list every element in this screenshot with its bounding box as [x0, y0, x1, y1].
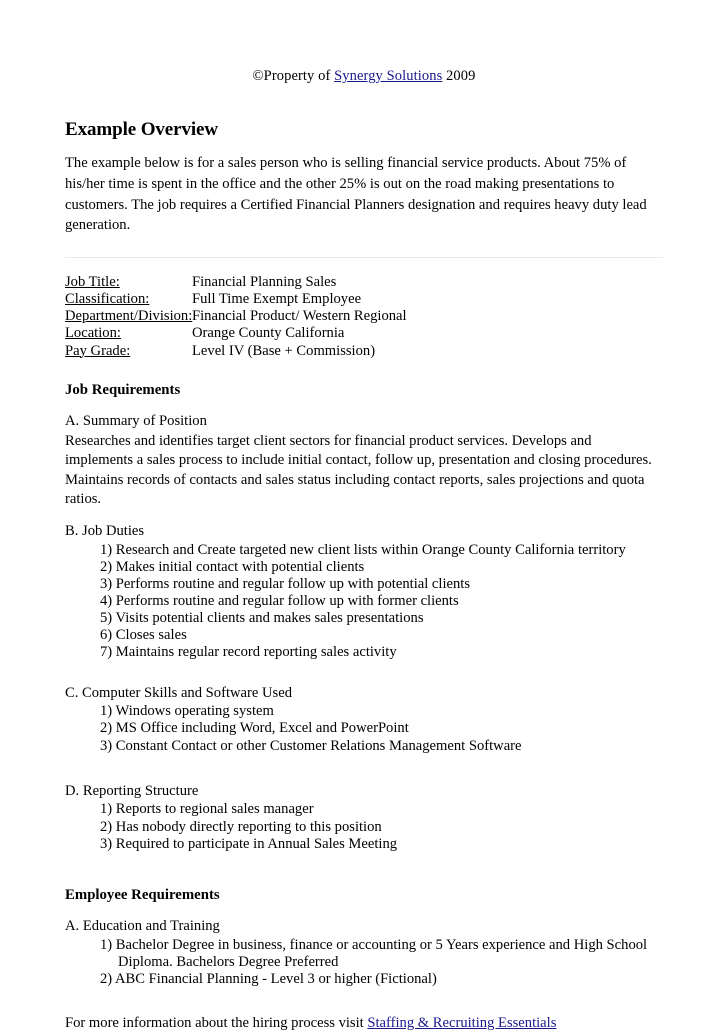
table-row: [65, 343, 663, 360]
field-value-department-division: Financial Product/ Western Regional: [192, 308, 407, 325]
more-information-note: [65, 1013, 663, 1034]
field-label-classification: Classification:: [65, 291, 150, 308]
field-value-location: Orange County California: [192, 325, 345, 342]
subsection-heading-computer-skills: C. Computer Skills and Software Used: [65, 684, 292, 701]
list-item: 1) Research and Create targeted new client lists within Orange County California territory: [100, 541, 626, 558]
subsection-heading-education-and-training: A. Education and Training: [65, 918, 220, 935]
field-label-job-title: Job Title:: [65, 274, 120, 291]
section-divider: [65, 257, 663, 258]
job-requirements-heading: Job Requirements: [65, 381, 181, 398]
list-item: 2) ABC Financial Planning - Level 3 or higher (Fictional): [100, 971, 437, 988]
list-item: 3) Required to participate in Annual Sales Meeting: [100, 835, 398, 852]
list-item: 4) Performs routine and regular follow up with former clients: [100, 593, 459, 609]
field-label-pay-grade: Pay Grade:: [65, 342, 131, 359]
subsection-heading-reporting-structure: D. Reporting Structure: [65, 782, 199, 799]
list-item: 2) Makes initial contact with potential clients: [100, 558, 365, 575]
intro-paragraph: The example below is for a sales person who is selling financial service products. About 75% of his/her time is spent in the office and the other 25% is out on the road making presentations to customers. The job requires a Certified Financial Planners designation and requires heavy duty lead generation.: [65, 155, 647, 234]
field-label-location: Location:: [65, 325, 121, 342]
job-duties-list: [65, 542, 663, 662]
list-item: 7) Maintains regular record reporting sales activity: [100, 644, 397, 661]
copyright-year: 2009: [442, 68, 476, 84]
copyright-header: [65, 0, 663, 85]
job-summary-fields: [65, 274, 663, 360]
page-title: Example Overview: [65, 119, 219, 141]
list-item: 1) Reports to regional sales manager: [100, 801, 314, 818]
education-and-training-list: [65, 937, 663, 988]
subsection-heading-summary-of-position: A. Summary of Position: [65, 412, 207, 429]
field-value-pay-grade: Level IV (Base + Commission): [192, 342, 376, 359]
synergy-solutions-link[interactable]: Synergy Solutions: [334, 68, 443, 84]
table-row: [65, 325, 663, 342]
field-label-department-division: Department/Division:: [65, 308, 193, 325]
copyright-prefix: ©Property of: [252, 68, 335, 84]
list-item: 6) Closes sales: [100, 627, 187, 644]
field-value-job-title: Financial Planning Sales: [192, 274, 337, 291]
list-item: 5) Visits potential clients and makes sales presentations: [100, 610, 424, 627]
reporting-structure-list: [65, 801, 663, 852]
staffing-recruiting-essentials-link[interactable]: Staffing & Recruiting Essentials: [367, 1015, 557, 1032]
list-item: 1) Windows operating system: [100, 703, 274, 720]
more-information-prefix: For more information about the hiring process visit: [65, 1015, 368, 1032]
field-value-classification: Full Time Exempt Employee: [192, 291, 362, 308]
computer-skills-list: [65, 703, 663, 754]
list-item: 2) MS Office including Word, Excel and PowerPoint: [100, 720, 409, 737]
spacer: [65, 755, 663, 772]
table-row: [65, 308, 663, 325]
employee-requirements-heading: Employee Requirements: [65, 886, 220, 903]
subsection-heading-job-duties: B. Job Duties: [65, 522, 145, 539]
spacer: [65, 662, 663, 674]
list-item: 3) Constant Contact or other Customer Relations Management Software: [100, 737, 522, 754]
table-row: [65, 274, 663, 291]
list-item: 2) Has nobody directly reporting to this position: [100, 818, 382, 835]
summary-of-position-body: Researches and identifies target client sectors for financial product services. Develops and implements a sales process to include initial contact, follow up, presentation and closing procedures. Maintains records of contacts and sales status including contact reports, sales projections and quota ratios.: [65, 432, 652, 508]
list-item: 1) Bachelor Degree in business, finance or accounting or 5 Years experience and High School Diploma. Bachelors Degree Preferred: [100, 936, 648, 970]
table-row: [65, 291, 663, 308]
list-item: 3) Performs routine and regular follow up with potential clients: [100, 575, 471, 592]
